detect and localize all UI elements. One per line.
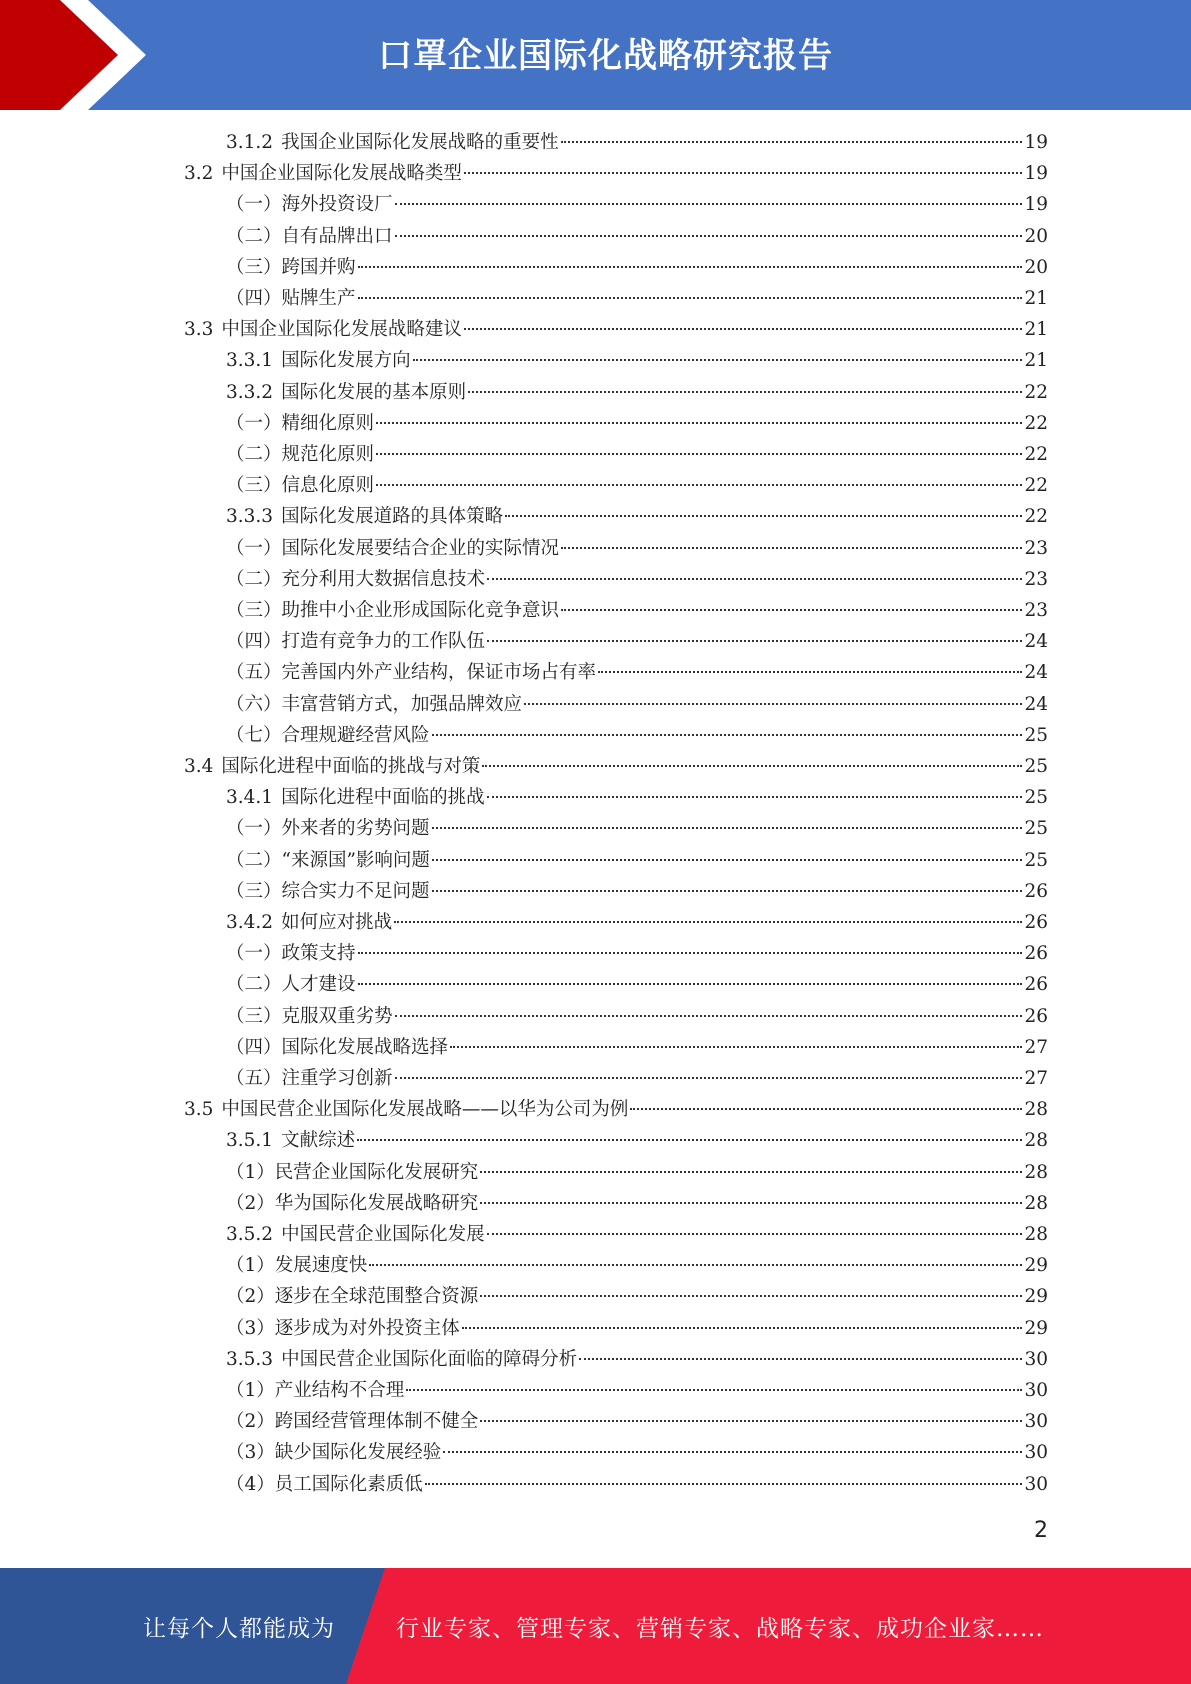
toc-entry[interactable] (226, 501, 1048, 532)
toc-dot-leader (524, 703, 1022, 705)
toc-entry-page: 26 (1024, 880, 1048, 902)
toc-entry-label (226, 595, 559, 626)
toc-entry-number: 3.1.2 (226, 132, 274, 153)
toc-entry-label (226, 221, 393, 252)
toc-entry-text: 中国民营企业国际化面临的障碍分析 (281, 1348, 578, 1370)
toc-dot-leader (395, 1015, 1023, 1017)
toc-entry[interactable] (226, 595, 1048, 626)
toc-entry-label (184, 1094, 628, 1125)
toc-entry-page: 22 (1024, 412, 1048, 434)
toc-entry-label (226, 1469, 423, 1500)
toc-entry-text: 我国企业国际化发展战略的重要性 (281, 132, 559, 153)
toc-entry-text: （三）综合实力不足问题 (226, 880, 430, 902)
toc-entry-page: 24 (1024, 693, 1048, 715)
toc-dot-leader (395, 235, 1023, 237)
toc-dot-leader (464, 328, 1023, 330)
toc-entry-text: 国际化进程中面临的挑战 (281, 787, 485, 809)
toc-entry-label (226, 1406, 478, 1437)
toc-entry-number: 3.5.1 (226, 1130, 274, 1152)
toc-entry-page: 27 (1024, 1068, 1048, 1089)
toc-entry-text: 国际化发展道路的具体策略 (281, 506, 504, 528)
toc-entry-label (226, 626, 485, 657)
toc-entry-page: 26 (1024, 912, 1048, 933)
toc-entry[interactable] (226, 813, 1048, 844)
toc-entry-page: 27 (1024, 1036, 1048, 1058)
toc-entry-label (226, 845, 430, 876)
toc-entry-page: 23 (1024, 537, 1048, 559)
toc-entry-page: 30 (1024, 1473, 1048, 1495)
toc-entry[interactable] (226, 564, 1048, 595)
toc-entry[interactable] (226, 657, 1048, 688)
toc-entry-text: 国际化进程中面临的挑战与对策 (221, 756, 481, 777)
toc-entry[interactable] (226, 189, 1048, 220)
toc-entry[interactable] (226, 345, 1048, 376)
toc-entry-label (226, 1281, 478, 1312)
toc-entry-page: 23 (1024, 600, 1048, 621)
toc-entry-label (226, 1313, 460, 1344)
toc-entry-text: （五）完善国内外产业结构，保证市场占有率 (226, 662, 597, 684)
toc-entry-label (226, 1375, 404, 1406)
toc-entry[interactable] (226, 689, 1048, 720)
toc-entry[interactable] (184, 1094, 1048, 1125)
toc-entry-page: 28 (1024, 1192, 1048, 1214)
toc-entry-page: 29 (1024, 1286, 1048, 1308)
toc-entry-label (226, 408, 374, 439)
toc-entry-text: （二）人才建设 (226, 974, 356, 996)
toc-entry-text: （三）信息化原则 (226, 475, 375, 497)
toc-dot-leader (450, 1046, 1022, 1048)
toc-entry-number: 3.2 (184, 163, 214, 185)
toc-entry-label (226, 1001, 393, 1032)
toc-entry-number: 3.3 (184, 319, 214, 341)
toc-entry-page: 25 (1024, 849, 1048, 871)
toc-entry-page: 22 (1024, 506, 1048, 528)
toc-entry-label (226, 813, 430, 844)
toc-entry-text: 文献综述 (281, 1130, 356, 1152)
toc-entry-label (226, 1437, 441, 1468)
toc-entry-page: 22 (1024, 381, 1048, 403)
toc-entry-page: 20 (1024, 225, 1048, 247)
toc-dot-leader (413, 359, 1023, 361)
toc-entry[interactable] (226, 1344, 1048, 1375)
toc-entry-text: （一）外来者的劣势问题 (226, 818, 430, 840)
toc-entry[interactable] (226, 938, 1048, 969)
toc-entry-label (226, 1188, 478, 1219)
toc-entry-label (226, 689, 522, 720)
toc-entry-page: 28 (1024, 1130, 1048, 1152)
toc-dot-leader (487, 578, 1022, 580)
toc-dot-leader (358, 983, 1023, 985)
toc-entry[interactable] (226, 408, 1048, 439)
toc-entry-label (226, 938, 356, 969)
toc-entry[interactable] (226, 1063, 1048, 1094)
toc-entry-page: 24 (1024, 631, 1048, 653)
toc-dot-leader (505, 515, 1022, 517)
toc-dot-leader (369, 1264, 1022, 1266)
toc-entry-text: （一）海外投资设厂 (226, 194, 393, 216)
toc-entry-page: 19 (1024, 163, 1048, 185)
toc-entry[interactable] (226, 439, 1048, 470)
toc-entry-page: 30 (1024, 1442, 1048, 1464)
toc-entry[interactable] (226, 221, 1048, 252)
toc-entry-page: 28 (1024, 1099, 1048, 1121)
toc-entry[interactable] (226, 969, 1048, 1000)
toc-dot-leader (480, 1202, 1022, 1204)
toc-entry-label (226, 283, 356, 314)
toc-entry-label (226, 782, 485, 813)
toc-entry-page: 25 (1024, 724, 1048, 746)
toc-dot-leader (358, 297, 1023, 299)
toc-entry[interactable] (184, 158, 1048, 189)
toc-entry-text: （2）跨国经营管理体制不健全 (226, 1411, 479, 1433)
toc-entry-text: （六）丰富营销方式，加强品牌效应 (226, 693, 523, 715)
toc-entry-label (226, 1250, 367, 1281)
toc-entry[interactable] (226, 720, 1048, 751)
toc-dot-leader (487, 1233, 1023, 1235)
toc-entry[interactable] (226, 283, 1048, 314)
toc-entry-page: 29 (1024, 1255, 1048, 1277)
toc-dot-leader (487, 796, 1023, 798)
toc-dot-leader (630, 1108, 1022, 1110)
toc-entry-label (226, 1219, 485, 1250)
toc-dot-leader (480, 1420, 1022, 1422)
toc-entry[interactable] (226, 907, 1048, 938)
toc-dot-leader (487, 640, 1022, 642)
toc-entry[interactable] (226, 1001, 1048, 1032)
toc-entry-text: （一）国际化发展要结合企业的实际情况 (226, 537, 560, 559)
toc-entry-text: 国际化发展方向 (281, 350, 411, 372)
toc-dot-leader (358, 952, 1023, 954)
toc-entry[interactable] (226, 1032, 1048, 1063)
toc-dot-leader (462, 1327, 1023, 1329)
toc-entry-label (226, 907, 392, 938)
toc-entry-text: （三）助推中小企业形成国际化竞争意识 (226, 600, 560, 621)
toc-entry-page: 25 (1024, 818, 1048, 840)
toc-entry-text: （1）民营企业国际化发展研究 (226, 1161, 479, 1183)
toc-entry-text: （四）国际化发展战略选择 (226, 1036, 449, 1058)
toc-dot-leader (395, 203, 1023, 205)
toc-entry[interactable] (226, 1437, 1048, 1468)
toc-entry-text: （2）逐步在全球范围整合资源 (226, 1286, 479, 1308)
toc-dot-leader (561, 547, 1022, 549)
toc-dot-leader (394, 921, 1022, 923)
toc-entry[interactable] (226, 1406, 1048, 1437)
report-title: 口罩企业国际化战略研究报告 (378, 36, 833, 76)
toc-entry-number: 3.3.2 (226, 381, 274, 403)
toc-entry[interactable] (226, 1313, 1048, 1344)
toc-entry-number: 3.3.1 (226, 350, 274, 372)
toc-entry-page: 26 (1024, 1005, 1048, 1027)
toc-entry-label (226, 533, 559, 564)
toc-entry-page: 20 (1024, 256, 1048, 278)
toc-entry-label (226, 252, 356, 283)
toc-entry[interactable] (226, 1125, 1048, 1156)
toc-entry-page: 29 (1024, 1317, 1048, 1339)
toc-entry-page: 19 (1024, 132, 1048, 153)
toc-entry[interactable] (226, 1250, 1048, 1281)
toc-entry-text: （4）员工国际化素质低 (226, 1473, 423, 1495)
toc-entry-text: （五）注重学习创新 (226, 1068, 393, 1089)
toc-entry-page: 22 (1024, 444, 1048, 465)
toc-dot-leader (432, 859, 1023, 861)
toc-dot-leader (464, 172, 1023, 174)
toc-dot-leader (561, 609, 1022, 611)
page-header (0, 0, 1191, 110)
toc-entry-page: 22 (1024, 475, 1048, 497)
toc-entry[interactable] (226, 1281, 1048, 1312)
toc-entry-page: 26 (1024, 943, 1048, 965)
toc-entry-text: （二）自有品牌出口 (226, 225, 393, 247)
toc-entry-text: （四）打造有竞争力的工作队伍 (226, 631, 486, 653)
toc-dot-leader (468, 391, 1022, 393)
footer-slogan-right: 行业专家、管理专家、营销专家、战略专家、成功企业家…… (396, 1616, 1044, 1642)
toc-dot-leader (432, 827, 1023, 829)
toc-entry-text: （三）克服双重劣势 (226, 1005, 393, 1027)
toc-entry-label (226, 127, 559, 158)
toc-dot-leader (432, 734, 1023, 736)
toc-dot-leader (482, 765, 1022, 767)
toc-entry-text: （二）规范化原则 (226, 444, 375, 465)
toc-entry-page: 21 (1024, 350, 1048, 372)
toc-dot-leader (406, 1389, 1022, 1391)
toc-entry-label (226, 969, 356, 1000)
toc-entry-label (226, 345, 411, 376)
toc-dot-leader (425, 1483, 1023, 1485)
toc-dot-leader (432, 890, 1023, 892)
toc-dot-leader (480, 1171, 1022, 1173)
toc-entry-label (226, 1125, 355, 1156)
toc-dot-leader (443, 1451, 1022, 1453)
toc-entry-label (226, 377, 466, 408)
toc-entry-number: 3.3.3 (226, 506, 274, 528)
toc-entry-text: （一）精细化原则 (226, 412, 375, 434)
toc-entry-text: （一）政策支持 (226, 943, 356, 965)
page-footer (0, 1568, 1191, 1684)
toc-entry[interactable] (226, 1157, 1048, 1188)
toc-entry-page: 19 (1024, 194, 1048, 216)
toc-entry[interactable] (226, 377, 1048, 408)
toc-entry-text: （3）缺少国际化发展经验 (226, 1442, 442, 1464)
toc-entry-page: 21 (1024, 288, 1048, 309)
toc-entry-page: 25 (1024, 756, 1048, 777)
toc-entry[interactable] (226, 782, 1048, 813)
toc-entry-label (184, 314, 462, 345)
toc-entry-text: （七）合理规避经营风险 (226, 724, 430, 746)
toc-entry-text: 中国企业国际化发展战略类型 (221, 163, 462, 185)
toc-entry-text: （三）跨国并购 (226, 256, 356, 278)
toc-dot-leader (480, 1295, 1022, 1297)
toc-entry-text: （1）发展速度快 (226, 1255, 368, 1277)
toc-entry[interactable] (184, 751, 1048, 782)
toc-entry-label (226, 501, 503, 532)
toc-entry-page: 30 (1024, 1411, 1048, 1433)
toc-entry-text: 中国企业国际化发展战略建议 (221, 319, 462, 341)
toc-dot-leader (579, 1358, 1022, 1360)
toc-entry-page: 30 (1024, 1380, 1048, 1401)
toc-dot-leader (376, 484, 1022, 486)
toc-entry[interactable] (226, 127, 1048, 158)
toc-entry[interactable] (226, 533, 1048, 564)
toc-entry-page: 21 (1024, 319, 1048, 341)
toc-entry-text: 中国民营企业国际化发展战略——以华为公司为例 (221, 1099, 629, 1121)
toc-entry-text: （二）充分利用大数据信息技术 (226, 568, 486, 590)
toc-entry-page: 23 (1024, 568, 1048, 590)
toc-entry-text: 国际化发展的基本原则 (281, 381, 467, 403)
toc-dot-leader (358, 266, 1023, 268)
toc-entry-page: 28 (1024, 1224, 1048, 1245)
toc-entry-page: 25 (1024, 787, 1048, 809)
toc-entry-number: 3.4 (184, 756, 214, 777)
toc-dot-leader (376, 422, 1022, 424)
toc-entry[interactable] (226, 1188, 1048, 1219)
toc-entry-text: 中国民营企业国际化发展 (281, 1224, 485, 1245)
toc-entry[interactable] (226, 845, 1048, 876)
toc-entry-label (226, 1157, 478, 1188)
toc-entry[interactable] (226, 1219, 1048, 1250)
toc-entry-label (226, 720, 430, 751)
toc-entry[interactable] (226, 626, 1048, 657)
toc-entry-text: （二）“来源国”影响问题 (226, 849, 430, 871)
toc-entry-label (226, 564, 485, 595)
toc-entry-page: 26 (1024, 974, 1048, 996)
toc-entry[interactable] (184, 314, 1048, 345)
toc-entry[interactable] (226, 252, 1048, 283)
toc-entry-page: 24 (1024, 662, 1048, 684)
toc-entry-page: 30 (1024, 1348, 1048, 1370)
toc-entry-text: （3）逐步成为对外投资主体 (226, 1317, 460, 1339)
toc-entry-number: 3.4.1 (226, 787, 274, 809)
footer-slogan-left: 让每个人都能成为 (143, 1616, 335, 1642)
toc-entry-label (184, 751, 480, 782)
toc-entry-number: 3.5 (184, 1099, 214, 1121)
toc-dot-leader (376, 453, 1022, 455)
toc-entry[interactable] (226, 1469, 1048, 1500)
page-number: 2 (1034, 1518, 1048, 1543)
toc-entry-text: 如何应对挑战 (281, 912, 393, 933)
toc-entry-label (226, 1344, 577, 1375)
toc-dot-leader (561, 141, 1023, 143)
toc-entry-label (184, 158, 462, 189)
toc-entry[interactable] (226, 1375, 1048, 1406)
toc-entry[interactable] (226, 470, 1048, 501)
toc-entry-text: （1）产业结构不合理 (226, 1380, 405, 1401)
toc-dot-leader (395, 1077, 1023, 1079)
toc-entry-number: 3.5.2 (226, 1224, 274, 1245)
toc-entry-label (226, 189, 393, 220)
toc-entry-label (226, 657, 596, 688)
toc-entry-label (226, 1032, 448, 1063)
toc-entry-label (226, 876, 430, 907)
toc-entry-number: 3.4.2 (226, 912, 274, 933)
toc-entry-label (226, 1063, 393, 1094)
toc-entry-text: （2）华为国际化发展战略研究 (226, 1192, 479, 1214)
toc-entry-label (226, 439, 374, 470)
toc-entry-page: 28 (1024, 1161, 1048, 1183)
toc-entry-text: （四）贴牌生产 (226, 288, 356, 309)
toc-entry[interactable] (226, 876, 1048, 907)
toc-entry-label (226, 470, 374, 501)
toc-dot-leader (357, 1139, 1022, 1141)
toc-entry-number: 3.5.3 (226, 1348, 274, 1370)
toc-dot-leader (598, 671, 1022, 673)
